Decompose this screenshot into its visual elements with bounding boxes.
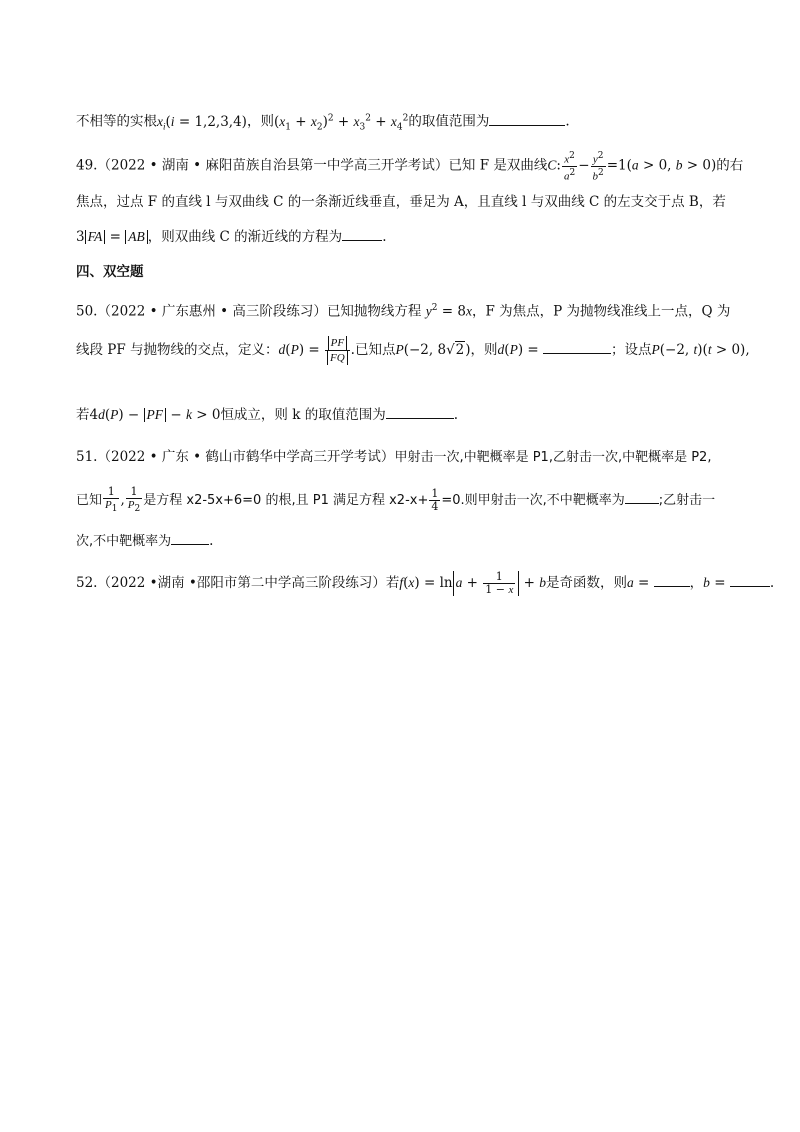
answer-blank (489, 111, 565, 126)
q48-tail-line: 不相等的实根$x_i(i = 1,2,3,4)$，则$(x_1 + x_2)^2 + x_3^2 + x_4^2$的取值范围为 . (76, 108, 570, 137)
q49-line-3: 3 FA = AB ，则双曲线 C 的渐近线的方程为 . (76, 226, 386, 247)
fraction: $\frac{1}{P_1}$ (105, 485, 118, 515)
q48-text-2: ，则 (246, 113, 274, 130)
question-text: =0.则甲射击一次,不中靶概率为 (441, 493, 625, 509)
fraction: $\frac{y^2}{b^2}$ (592, 151, 604, 183)
fraction: $\frac{x^2}{a^2}$ (563, 151, 576, 183)
answer-blank (730, 572, 770, 587)
question-text: ，则 (470, 342, 498, 358)
question-text: ，则双曲线 C 的渐近线的方程为 (147, 229, 343, 245)
question-source: （2022 • 广东 • 鹤山市鹤华中学高三开学考试） (97, 449, 395, 465)
question-text: 已知 F 是双曲线 (448, 157, 548, 174)
q49-condition: 3 FA = AB (76, 229, 148, 245)
q49-line-1: 49.（2022 • 湖南 • 麻阳苗族自治县第一中学高三开学考试）已知 F 是双曲线C: $\frac{x^2}{a^2}$ − $\frac{y^2}{b^2}$ =1(a > 0, b > 0)的右 (76, 151, 744, 183)
answer-blank (654, 572, 690, 587)
question-text: .已知点 (350, 342, 396, 358)
question-text: ，F 为焦点，P 为抛物线准线上一点，Q 为 (471, 303, 731, 320)
question-number: 49. (76, 157, 98, 174)
question-text: ;乙射击一 (658, 493, 716, 509)
question-source: （2022 • 湖南 • 麻阳苗族自治县第一中学高三开学考试） (97, 157, 449, 174)
question-text: 是方程 x2-5x+6=0 的根,且 P1 满足方程 x2-x+ (143, 493, 429, 509)
q51-line-1 (76, 447, 711, 468)
answer-blank (342, 226, 382, 241)
q48-index-range: (i = 1,2,3,4) (165, 113, 247, 130)
q51-line-2: 已知 $\frac{1}{P_1}$ , $\frac{1}{P_2}$ 是方程 x2-5x+6=0 的根,且 P1 满足方程 x2-x+ $\frac{1}{4}$ =0.则甲射击一次,不中靶概率为 ;乙射击一 (76, 485, 716, 515)
question-text: 甲射击一次,中靶概率是 P1,乙射击一次,中靶概率是 P2, (394, 450, 712, 465)
question-text: 线段 PF 与抛物线的交点，定义： (76, 342, 279, 358)
answer-blank (625, 489, 659, 504)
question-number: 52. (76, 575, 98, 591)
fraction: $\frac{1}{4}$ (431, 487, 439, 514)
answer-blank (386, 404, 454, 419)
question-text: 已知 (76, 493, 103, 509)
question-text: 是奇函数，则 (546, 575, 628, 591)
fraction: $\frac{1}{P_2}$ (127, 485, 141, 515)
q50-line-1: 50.（2022 • 广东惠州 • 高三阶段练习）已知抛物线方程 $y^2 = 8x$，F 为焦点，P 为抛物线准线上一点，Q 为 (76, 303, 731, 320)
q49-line-2 (76, 192, 726, 212)
question-text: 若 (76, 407, 90, 423)
fraction: $\frac{PF}{FQ}$ (325, 336, 350, 365)
answer-blank (171, 530, 209, 545)
q48-text-3: 的取值范围为 (408, 113, 490, 130)
absolute-value: a + $\frac{1}{1 - x}$ (453, 571, 520, 596)
question-text: 已知抛物线方程 (326, 303, 422, 320)
answer-blank (543, 339, 611, 354)
question-number: 51. (76, 449, 98, 465)
question-text: 焦点，过点 F 的直线 l 与双曲线 C 的一条渐近线垂直，垂足为 A，且直线 l 与双曲线 C 的左支交于点 B，若 (76, 194, 726, 210)
q50-line-2: 线段 PF 与抛物线的交点，定义：d(P) = $\frac{PF}{FQ}$ .已知点P(−2, 8√2)，则d(P) = ；设点P(−2, t)(t > 0), (76, 337, 750, 364)
question-source: （2022 • 广东惠州 • 高三阶段练习） (97, 303, 327, 320)
question-source: （2022 •湖南 •邵阳市第二中学高三阶段练习） (97, 575, 386, 591)
question-text: 若 (385, 575, 400, 591)
q48-expression: $(x_1 + x_2)^2 + x_3^2 + x_4^2$ (273, 113, 409, 133)
question-text: 次,不中靶概率为 (76, 534, 172, 549)
q50-line-3: 若4d(P) − PF − k > 0恒成立，则 k 的取值范围为 . (76, 404, 458, 425)
question-text: ；设点 (611, 342, 652, 358)
question-text: 恒成立，则 k 的取值范围为 (220, 407, 386, 423)
q48-text: 不相等的实根 (76, 113, 157, 130)
question-text: 的右 (716, 157, 744, 174)
q48-xi: $x_i$ (157, 113, 166, 132)
q51-line-3: 次,不中靶概率为 . (76, 530, 213, 552)
q52-line-1: 52.（2022 •湖南 •邵阳市第二中学高三阶段练习）若f(x) = ln a + $\frac{1}{1 - x}$ + b是奇函数，则a = ，b = . (76, 570, 775, 596)
question-number: 50. (76, 303, 98, 320)
section-heading: 四、双空题 (76, 264, 144, 280)
